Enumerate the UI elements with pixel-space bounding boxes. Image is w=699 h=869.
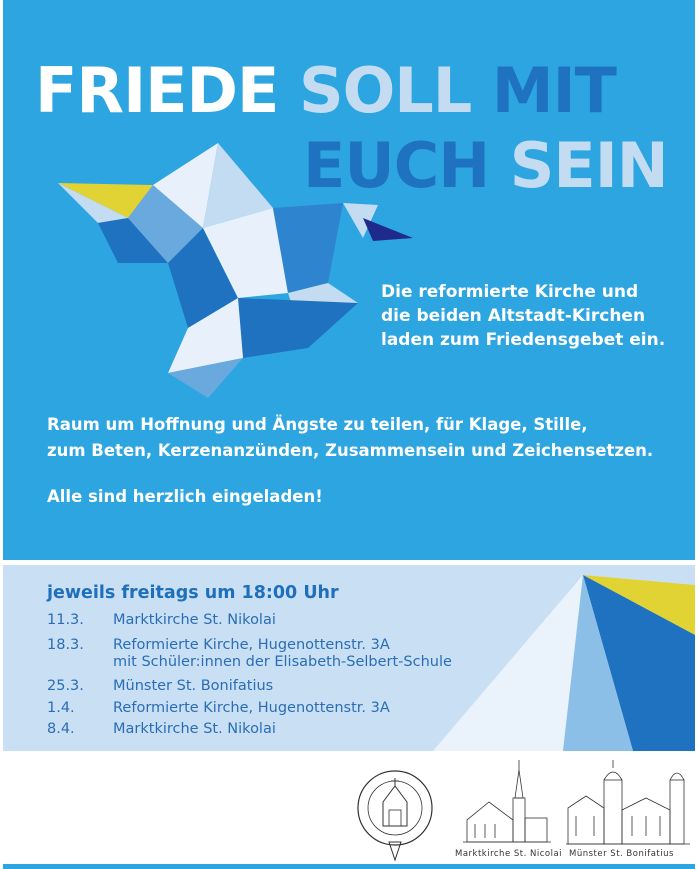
schedule-date: 8.4. <box>47 721 75 737</box>
origami-dove-illustration <box>58 143 418 403</box>
schedule-date: 1.4. <box>47 700 75 716</box>
intro-line-1: Die reformierte Kirche und <box>381 282 639 302</box>
dove-beak <box>363 218 413 241</box>
schedule-note: mit Schüler:innen der Elisabeth-Selbert-Schule <box>113 654 452 670</box>
schedule-place: Marktkirche St. Nikolai <box>113 612 276 628</box>
schedule-place: Münster St. Bonifatius <box>113 678 274 694</box>
schedule-date: 11.3. <box>47 612 84 628</box>
body-text <box>47 412 653 464</box>
hero-panel <box>3 0 695 560</box>
wing-decoration <box>433 565 695 751</box>
deco-light-facet <box>433 575 583 751</box>
headline-word-soll: SOLL <box>298 54 472 127</box>
reformed-church-seal-logo <box>355 764 435 864</box>
schedule-place: Reformierte Kirche, Hugenottenstr. 3A <box>113 700 390 716</box>
schedule-date: 25.3. <box>47 678 84 694</box>
schedule-place: Marktkirche St. Nikolai <box>113 721 276 737</box>
intro-line-3: laden zum Friedensgebet ein. <box>381 330 666 350</box>
headline-word-sein: SEIN <box>509 129 668 202</box>
intro-text <box>381 280 681 352</box>
headline-word-friede: FRIEDE <box>35 54 279 127</box>
schedule-date: 18.3. <box>47 637 84 653</box>
intro-line-2: die beiden Altstadt-Kirchen <box>381 306 646 326</box>
body-line-1: Raum um Hoffnung und Ängste zu teilen, für Klage, Stille, <box>47 415 588 434</box>
marktkirche-caption: Marktkirche St. Nicolai <box>455 849 563 859</box>
logo-strip <box>0 752 699 864</box>
muenster-caption: Münster St. Bonifatius <box>569 849 674 859</box>
muenster-drawing <box>566 760 690 846</box>
headline-word-mit: MIT <box>491 54 616 127</box>
schedule-heading: jeweils freitags um 18:00 Uhr <box>47 583 339 603</box>
headline-line-1 <box>35 54 616 127</box>
schedule-panel <box>3 565 695 751</box>
invitation-text: Alle sind herzlich eingeladen! <box>47 487 323 506</box>
dove-tail-dark <box>238 298 358 358</box>
schedule-place: Reformierte Kirche, Hugenottenstr. 3A <box>113 637 390 653</box>
bottom-bar <box>3 864 695 869</box>
body-line-2: zum Beten, Kerzenanzünden, Zusammensein und Zeichensetzen. <box>47 441 654 460</box>
marktkirche-drawing <box>463 758 551 846</box>
headline-word-euch: EUCH <box>303 129 490 202</box>
